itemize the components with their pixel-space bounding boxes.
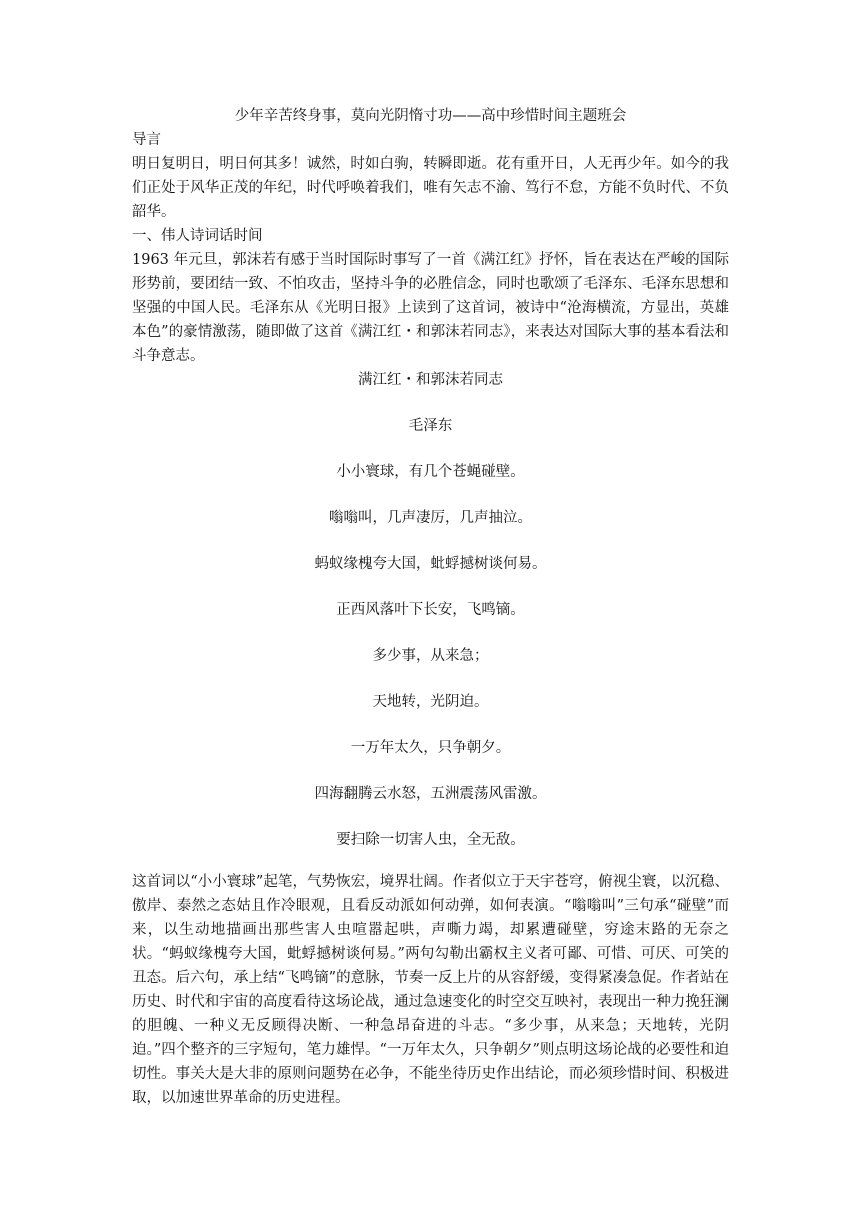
intro-heading: 导言 [132, 132, 161, 148]
poem-title: 满江红・和郭沫若同志 [358, 372, 503, 388]
poem-line: 一万年太久，只争朝夕。 [350, 740, 511, 756]
poem-line: 蚂蚁缘槐夸大国，蚍蜉撼树谈何易。 [314, 556, 547, 572]
intro-paragraph: 明日复明日，明日何其多！诚然，时如白驹，转瞬即逝。花有重开日，人无再少年。如今的我们正处于风华正茂的年纪，时代呼唤着我们，唯有矢志不渝、笃行不怠，方能不负时代、不负韶华。 [132, 156, 729, 220]
analysis-paragraph: 这首词以“小小寰球”起笔，气势恢宏，境界壮阔。作者似立于天宇苍穹，俯视尘寰，以沉稳、傲岸、泰然之态姑且作冷眼观，且看反动派如何动弹，如何表演。“嗡嗡叫”三句承“碰壁”而来，以生动地描画出那些害人虫喧嚣起哄，声嘶力竭，却累遭碰壁，穷途末路的无奈之状。“蚂蚁缘槐夸大国，蚍蜉撼树谈何易。”两句勾勒出霸权主义者可鄙、可惜、可厌、可笑的丑态。后六句，承上结“飞鸣镝”的意脉，节奏一反上片的从容舒缓，变得紧凑急促。作者站在历史、时代和宇宙的高度看待这场论战，通过急速变化的时空交互映衬，表现出一种力挽狂澜的胆魄、一种义无反顾得决断、一种急昂奋进的斗志。“多少事，从来急；天地转，光阴迫。”四个整齐的三字短句，笔力雄悍。“一万年太久，只争朝夕”则点明这场论战的必要性和迫切性。事关大是大非的原则问题势在必争，不能坐待历史作出结论，而必须珍惜时间、积极进取，以加速世界革命的历史进程。 [132, 874, 729, 1106]
poem-line: 小小寰球，有几个苍蝇碰壁。 [336, 464, 525, 480]
section1-paragraph: 1963 年元旦，郭沫若有感于当时国际时事写了一首《满江红》抒怀，旨在表达在严峻的国际形势前，要团结一致、不怕攻击，坚持斗争的必胜信念，同时也歌颂了毛泽东、毛泽东思想和坚强的中国人民。毛泽东从《光明日报》上读到了这首词，被诗中“沧海横流，方显出，英雄本色”的豪情激荡，随即做了这首《满江红・和郭沫若同志》，来表达对国际大事的基本看法和斗争意志。 [132, 252, 729, 364]
poem-line: 天地转，光阴迫。 [372, 694, 489, 710]
document-title: 少年辛苦终身事，莫向光阴惰寸功——高中珍惜时间主题班会 [234, 108, 627, 124]
document-body [132, 104, 729, 1110]
poem-line: 正西风落叶下长安，飞鸣镝。 [336, 602, 525, 618]
section1-heading: 一、伟人诗词话时间 [132, 228, 263, 244]
poem-author: 毛泽东 [408, 418, 453, 434]
poem-line: 要扫除一切害人虫，全无敌。 [336, 832, 525, 848]
poem-line: 嗡嗡叫，几声凄厉，几声抽泣。 [329, 510, 532, 526]
poem-line: 四海翻腾云水怒，五洲震荡风雷激。 [314, 786, 547, 802]
poem-line: 多少事，从来急； [372, 648, 489, 664]
